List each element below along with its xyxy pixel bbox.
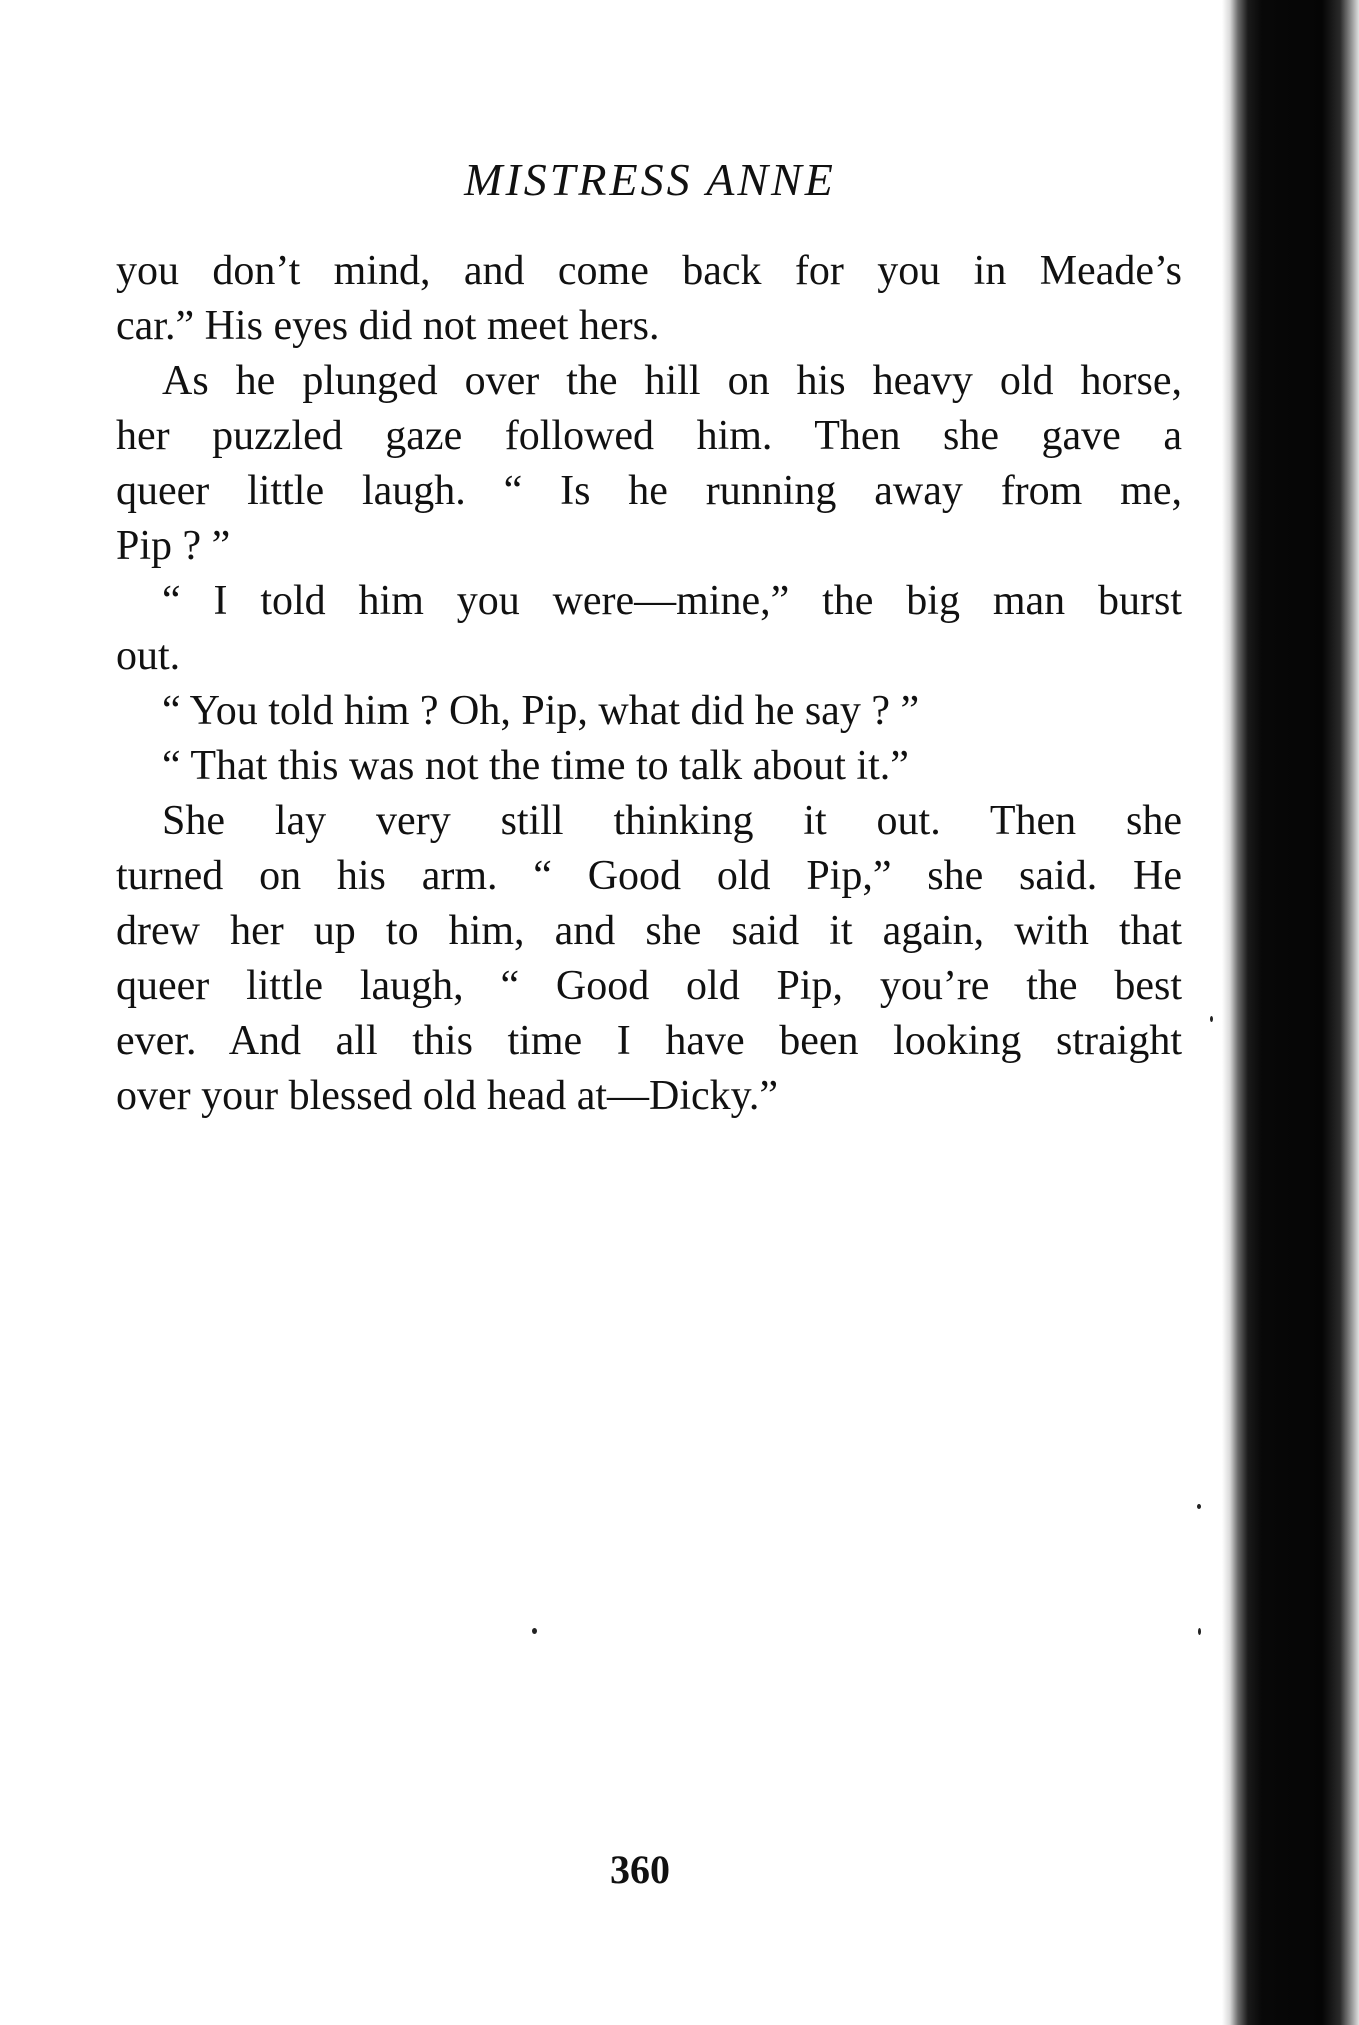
running-head: MISTRESS ANNE — [464, 154, 836, 205]
text-line: her puzzled gaze followed him. Then she gave a — [116, 413, 1182, 459]
text-line: Pip ? ” — [116, 523, 231, 569]
page-number: 360 — [610, 1847, 670, 1892]
text-line: “ You told him ? Oh, Pip, what did he say ? ” — [162, 688, 920, 734]
scan-speck — [1197, 1504, 1201, 1509]
text-line: As he plunged over the hill on his heavy old horse, — [162, 358, 1182, 404]
text-line: “ I told him you were—mine,” the big man burst — [162, 578, 1182, 624]
text-line: turned on his arm. “ Good old Pip,” she said. He — [116, 853, 1182, 899]
scan-speck — [532, 1628, 537, 1634]
text-line: “ That this was not the time to talk about it.” — [162, 743, 909, 789]
text-line: queer little laugh, “ Good old Pip, you’re the best — [116, 963, 1182, 1009]
scan-speck — [1198, 1628, 1201, 1635]
body-text — [116, 244, 1182, 1124]
text-line: drew her up to him, and she said it again, with that — [116, 908, 1182, 954]
text-line: over your blessed old head at—Dicky.” — [116, 1073, 779, 1119]
scan-speck — [1210, 1016, 1213, 1022]
gutter-shadow — [1222, 0, 1359, 2025]
text-line: queer little laugh. “ Is he running away from me, — [116, 468, 1182, 514]
text-line: you don’t mind, and come back for you in Meade’s — [116, 248, 1182, 294]
text-line: car.” His eyes did not meet hers. — [116, 303, 660, 349]
text-line: She lay very still thinking it out. Then she — [162, 798, 1182, 844]
text-line: out. — [116, 633, 181, 679]
text-line: ever. And all this time I have been looking straight — [116, 1018, 1182, 1064]
